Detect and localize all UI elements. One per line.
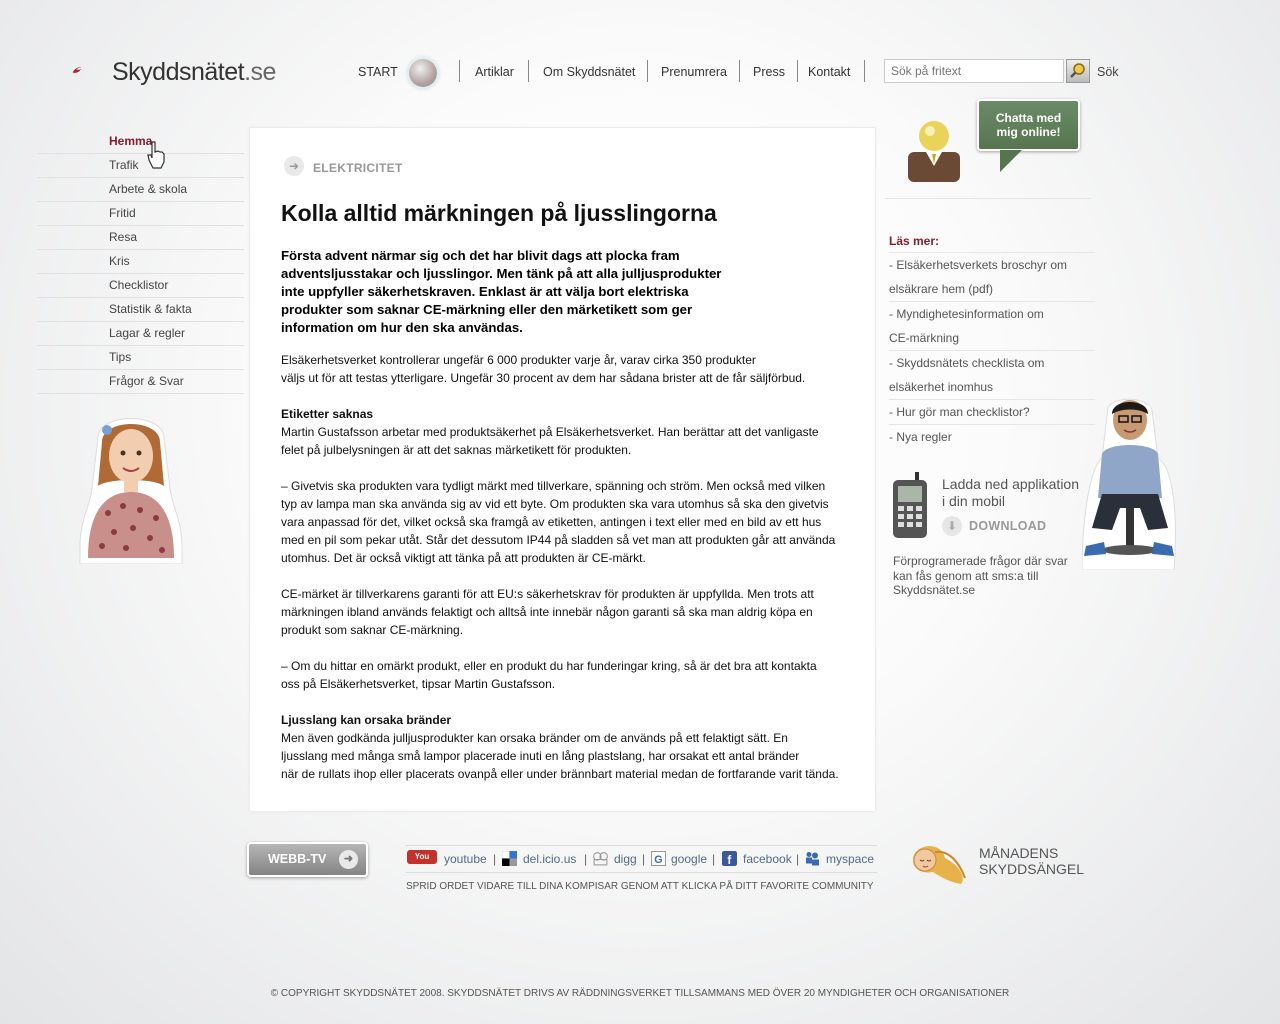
logo-tld: .se [244, 58, 276, 86]
youtube-icon[interactable]: You [407, 850, 437, 864]
nav-divider [459, 60, 460, 82]
sidebar-item-arbete-skola[interactable]: Arbete & skola [38, 178, 244, 202]
nav-artiklar[interactable]: Artiklar [475, 65, 514, 79]
text-line: felet på julbelysningen är att det saknas märketikett för produkten. [281, 443, 632, 457]
sidebar-item-fragor-svar[interactable]: Frågor & Svar [38, 370, 244, 394]
logo-swoosh-icon[interactable] [72, 54, 116, 86]
read-more-link[interactable]: - Hur gör man checklistor? [889, 399, 1095, 424]
mobile-phone-icon [891, 472, 929, 538]
angel-line: MÅNADENS [979, 845, 1059, 861]
text-line: Martin Gustafsson arbetar med produktsäkerhet på Elsäkerhetsverket. Han berättar att det vanligaste [281, 425, 819, 439]
subheading: Ljusslang kan orsaka bränder [281, 713, 452, 727]
text-line: oss på Elsäkerhetsverket, tipsar Martin Gustafsson. [281, 677, 556, 691]
ingress-line: Första advent närmar sig och det har blivit dags att plocka fram [281, 248, 680, 263]
article-headline: Kolla alltid märkningen på ljusslingorna [281, 200, 717, 226]
sidebar-item-checklistor[interactable]: Checklistor [38, 274, 244, 298]
svg-text:G: G [654, 853, 663, 866]
chat-line: Chatta med [995, 111, 1062, 125]
social-separator: | [493, 852, 497, 866]
app-title-line: Ladda ned applikation [942, 476, 1080, 492]
text-line: – Givetvis ska produkten vara tydligt märkt med tillverkare, spänning och ström. Men också med vilken [281, 479, 826, 493]
download-link[interactable]: DOWNLOAD [969, 519, 1047, 533]
paragraph [281, 711, 851, 783]
ingress-line: produkter som saknar CE-märkning eller den märketikett som ger [281, 302, 693, 317]
nav-divider [647, 60, 648, 82]
sidebar-item-statistik[interactable]: Statistik & fakta [38, 298, 244, 322]
sidebar-item-lagar[interactable]: Lagar & regler [38, 322, 244, 346]
monthly-angel-link[interactable] [979, 845, 1084, 877]
paragraph [281, 585, 851, 639]
social-link-myspace[interactable]: myspace [826, 852, 875, 866]
sidebar-item-resa[interactable]: Resa [38, 226, 244, 250]
text-line: vara anpassad för det, vilket också ska framgå av etiketten, antingen i text eller med en bild av ett hus [281, 515, 822, 529]
text-line: Elsäkerhetsverket kontrollerar ungefär 6 000 produkter varje år, varav cirka 350 produkter [281, 353, 756, 367]
nav-divider [528, 60, 529, 82]
guardian-angel-icon[interactable] [905, 838, 967, 886]
google-icon[interactable] [651, 851, 666, 866]
hand-cursor-icon [145, 140, 169, 170]
app-title-line: i din mobil [942, 493, 1006, 509]
facebook-icon[interactable] [722, 851, 737, 866]
text-line: med en pil som pekar utåt. Står det dessutom IP44 på sladden så vet man att produkten går att använda [281, 533, 836, 547]
app-desc-line: Skyddsnätet.se [893, 583, 976, 597]
logo-text[interactable] [112, 58, 276, 87]
app-desc-line: Förprogramerade frågor där svar [893, 554, 1068, 568]
chat-line: mig online! [996, 125, 1061, 139]
left-navigation [38, 130, 244, 394]
text-line: CE-märket är tillverkarens garanti för att EU:s säkerhetskrav för produkten är uppfyllda. Men trots att [281, 587, 814, 601]
download-arrow-icon[interactable]: ⬇ [942, 516, 962, 536]
read-more-link[interactable]: - Myndighetesinformation om [889, 301, 1095, 326]
paragraph [281, 351, 851, 387]
text-line: när de rullats ihop eller placerats ovanpå eller under brännbart material medan de fortfarande varit tända. [281, 767, 839, 781]
social-link-google[interactable]: google [671, 852, 708, 866]
nav-divider [739, 60, 740, 82]
girl-illustration [78, 408, 184, 564]
app-download-title [942, 476, 1092, 510]
social-link-facebook[interactable]: facebook [743, 852, 792, 866]
nav-press[interactable]: Press [753, 65, 785, 79]
social-separator: | [796, 852, 800, 866]
read-more-link[interactable]: CE-märkning [889, 331, 960, 345]
copyright: © COPYRIGHT SKYDDSNÄTET 2008. SKYDDSNÄTET DRIVS AV RÄDDNINGSVERKET TILLSAMMANS MED ÖVER 20 MYNDIGHETER OCH ORGANISATIONER [270, 988, 1010, 999]
search-label[interactable]: Sök [1097, 65, 1119, 79]
social-separator: | [584, 852, 588, 866]
sidebar-item-kris[interactable]: Kris [38, 250, 244, 274]
social-link-youtube[interactable]: youtube [444, 852, 487, 866]
search-icon [1067, 60, 1089, 82]
delicious-icon[interactable] [502, 851, 517, 866]
nav-om-skyddsnatet[interactable]: Om Skyddsnätet [543, 65, 636, 79]
read-more-link[interactable]: - Nya regler [889, 424, 1095, 449]
nav-start[interactable]: START [358, 65, 398, 79]
text-line: utomhus. Det är också viktigt att tänka på att produkten är CE-märkt. [281, 551, 646, 565]
text-line: ljusslang med många små lampor placerade inuti en lång plastslang, har orsakat ett antal bränder [281, 749, 800, 763]
text-line: produkt som saknar CE-märkning. [281, 623, 464, 637]
chat-bubble-tail [1000, 150, 1022, 172]
nav-divider [864, 60, 865, 82]
read-more-title: Läs mer: [889, 234, 940, 248]
text-line: – Om du hittar en omärkt produkt, eller en produkt du har funderingar kring, så är det bra att kontakta [281, 659, 817, 673]
share-prompt: SPRID ORDET VIDARE TILL DINA KOMPISAR GENOM ATT KLICKA PÅ DITT FAVORITE COMMUNITY [406, 881, 874, 892]
article-ingress [281, 247, 761, 337]
start-orb-icon[interactable] [409, 59, 437, 87]
arrow-right-icon: ➜ [284, 156, 304, 176]
app-description [893, 554, 1083, 598]
search-button[interactable] [1066, 59, 1090, 83]
sidebar-item-hemma[interactable]: Hemma [38, 130, 244, 154]
social-separator: | [712, 852, 716, 866]
search-input[interactable] [884, 59, 1064, 83]
read-more-link[interactable]: elsäkerhet inomhus [889, 380, 994, 394]
angel-line: SKYDDSÄNGEL [979, 861, 1085, 877]
paragraph [281, 657, 851, 693]
chat-online-button[interactable] [977, 99, 1080, 151]
divider [885, 198, 1090, 199]
app-desc-line: kan fås genom att sms:a till [893, 568, 1039, 583]
ingress-line: information om hur den ska användas. [281, 320, 523, 335]
read-more-link[interactable]: elsäkrare hem (pdf) [889, 282, 994, 296]
read-more-list [889, 252, 1095, 449]
logo-main: Skyddsnätet [112, 58, 245, 86]
nav-prenumrera[interactable]: Prenumrera [661, 65, 727, 79]
svg-text:f: f [727, 853, 732, 866]
read-more-link[interactable]: - Skyddsnätets checklista om [889, 350, 1095, 375]
ingress-line: inte uppfyller säkerhetskraven. Enklast är att välja bort elektriska [281, 284, 689, 299]
article-category[interactable]: ELEKTRICITET [313, 161, 403, 175]
social-link-digg[interactable]: digg [614, 852, 637, 866]
read-more-link[interactable]: - Elsäkerhetsverkets broschyr om [889, 252, 1095, 277]
paragraph [281, 405, 851, 459]
nav-kontakt[interactable]: Kontakt [808, 65, 851, 79]
chat-person-icon[interactable] [906, 118, 962, 184]
digg-icon[interactable] [592, 851, 609, 866]
nav-divider [797, 60, 798, 82]
webb-tv-label: WEBB-TV [268, 852, 327, 866]
webb-tv-button[interactable] [247, 842, 368, 877]
social-link-delicious[interactable]: del.icio.us [523, 852, 577, 866]
paragraph [281, 477, 851, 567]
social-separator: | [642, 852, 646, 866]
ingress-line: adventsljusstakar och ljusslingor. Men tänk på att alla julljusprodukter [281, 266, 722, 281]
text-line: väljs ut för att testas ytterligare. Ungefär 30 procent av dem har sådana brister att de får säljförbud. [281, 371, 806, 385]
sidebar-item-tips[interactable]: Tips [38, 346, 244, 370]
text-line: typ av lampa man ska använda sig av vid ett byte. Om produkten ska vara utomhus så ska den givetvis [281, 497, 829, 511]
boy-illustration [1082, 398, 1178, 570]
myspace-icon[interactable] [805, 851, 821, 866]
article-body [281, 351, 851, 801]
text-line: Men även godkända julljusprodukter kan orsaka bränder om de används på ett felaktigt sätt. En [281, 731, 788, 745]
sidebar-item-trafik[interactable]: Trafik [38, 154, 244, 178]
subheading: Etiketter saknas [281, 407, 374, 421]
sidebar-item-fritid[interactable]: Fritid [38, 202, 244, 226]
arrow-right-icon: ➜ [339, 850, 358, 869]
text-line: märkningen ibland används felaktigt och alltså inte innebär någon garanti så ska man aldrig köpa en [281, 605, 813, 619]
